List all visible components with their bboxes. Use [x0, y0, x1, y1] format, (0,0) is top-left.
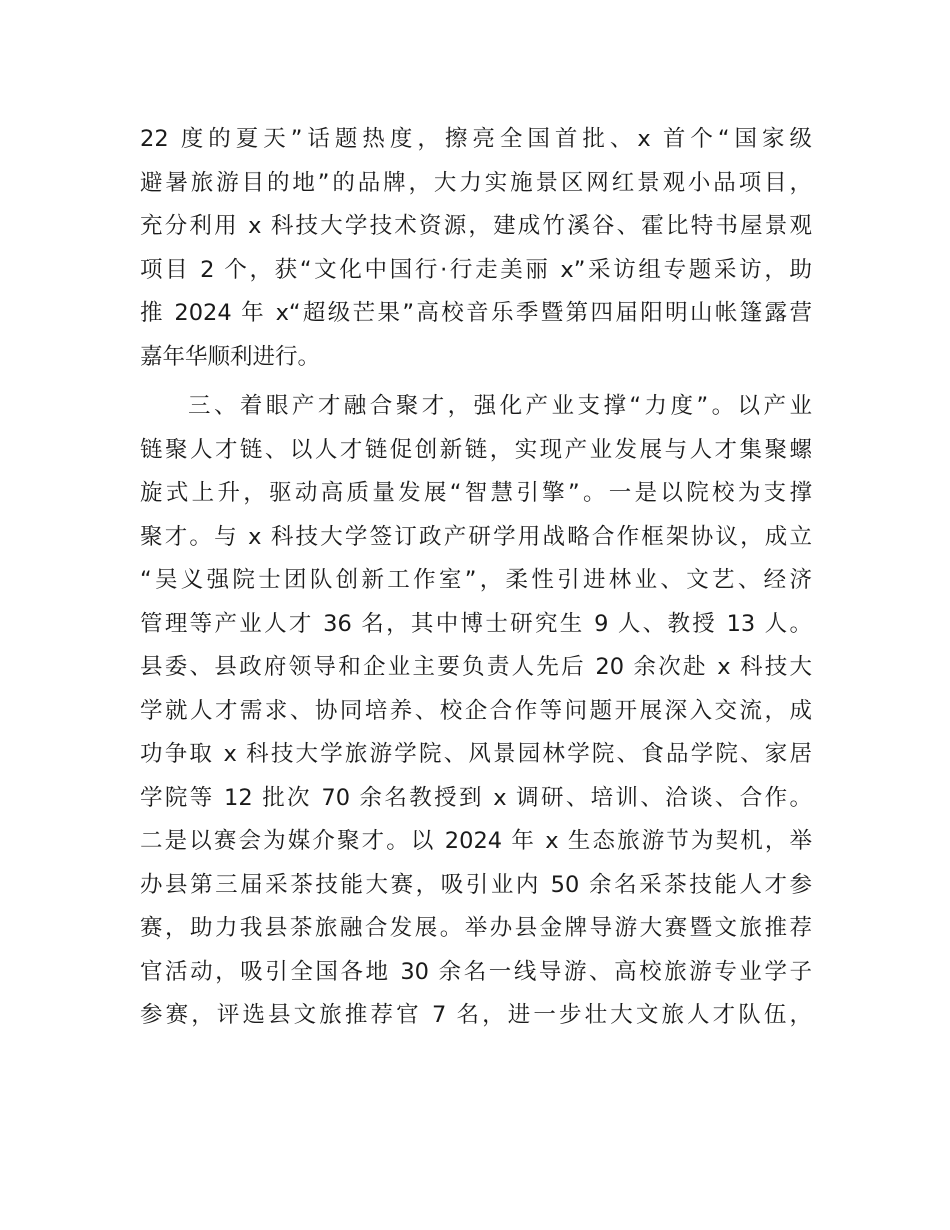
text-line: 22 度的夏天”话题热度，擦亮全国首批、x 首个“国家级	[140, 126, 812, 152]
text-line: 三、着眼产才融合聚才，强化产业支撑“力度”。以产业	[188, 393, 812, 419]
text-line: 二是以赛会为媒介聚才。以 2024 年 x 生态旅游节为契机，举	[140, 828, 812, 854]
text-line: “吴义强院士团队创新工作室”，柔性引进林业、文艺、经济	[140, 567, 812, 593]
text-line: 旋式上升，驱动高质量发展“智慧引擎”。一是以院校为支撑	[140, 480, 812, 506]
text-line: 链聚人才链、以人才链促创新链，实现产业发展与人才集聚螺	[140, 436, 812, 463]
text-line: 避暑旅游目的地”的品牌，大力实施景区网红景观小品项目，	[140, 169, 812, 196]
paragraph-2	[140, 385, 812, 1038]
text-line: 聚才。与 x 科技大学签订政产研学用战略合作框架协议，成立	[140, 523, 812, 550]
text-line: 功争取 x 科技大学旅游学院、风景园林学院、食品学院、家居	[140, 741, 812, 767]
text-line: 推 2024 年 x“超级芒果”高校音乐季暨第四届阳明山帐篷露营	[140, 300, 812, 326]
paragraph-1	[140, 118, 812, 379]
text-line: 办县第三届采茶技能大赛，吸引业内 50 余名采茶技能人才参	[140, 871, 812, 898]
text-line: 赛，助力我县茶旅融合发展。举办县金牌导游大赛暨文旅推荐	[140, 915, 812, 941]
text-line: 嘉年华顺利进行。	[140, 343, 321, 370]
text-line: 充分利用 x 科技大学技术资源，建成竹溪谷、霍比特书屋景观	[140, 213, 812, 239]
text-line: 县委、县政府领导和企业主要负责人先后 20 余次赴 x 科技大	[140, 654, 812, 680]
text-line: 管理等产业人才 36 名，其中博士研究生 9 人、教授 13 人。	[140, 610, 812, 637]
document-body	[140, 118, 812, 1038]
text-line: 学就人才需求、协同培养、校企合作等问题开展深入交流，成	[140, 697, 812, 724]
text-line: 项目 2 个，获“文化中国行·行走美丽 x”采访组专题采访，助	[140, 256, 812, 283]
text-line: 学院等 12 批次 70 余名教授到 x 调研、培训、洽谈、合作。	[140, 784, 812, 811]
text-line: 官活动，吸引全国各地 30 余名一线导游、高校旅游专业学子	[140, 958, 812, 985]
text-line: 参赛，评选县文旅推荐官 7 名，进一步壮大文旅人才队伍，	[140, 1002, 812, 1028]
